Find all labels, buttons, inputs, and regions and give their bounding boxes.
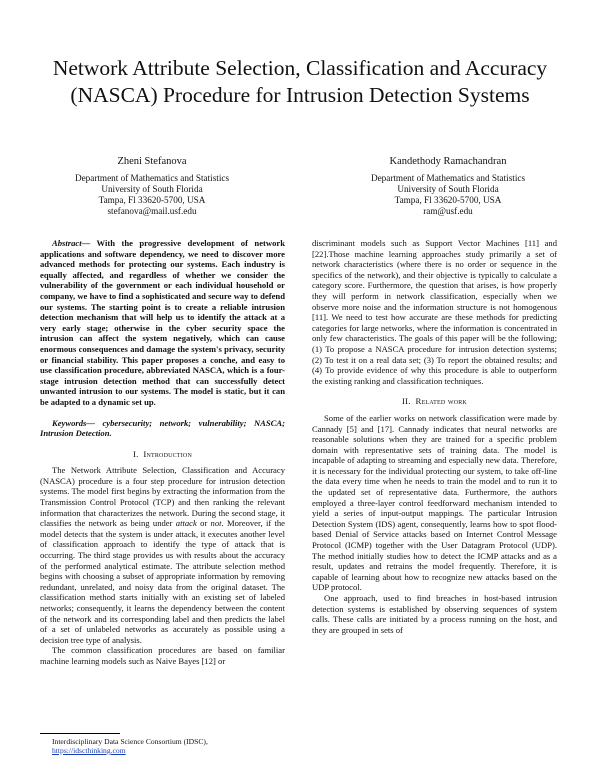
footnote (52, 737, 208, 755)
right-column (312, 238, 557, 635)
keywords-label: Keywords (52, 417, 87, 428)
author-email[interactable]: stefanova@mail.usf.edu (107, 206, 197, 216)
author-address: Tampa, Fl 33620-5700, USA (98, 195, 206, 205)
right-paragraph-1: discriminant models such as Support Vector Machines [11] and [22].Those machine learning approaches study primarily a set of network characteristics (where there is no order or sequence in the specifics of the network), and their objective is typically to calculate a category score. Furthermore, the question that arises, is how properly they will perform in network classification, especially when we observe more noise and the information structure is not homogenous [11]. We need to test how accurate are these methods for predicting categories for large networks, where the information is concentrated in only few characteristics. The goals of this paper will be the following; (1) To propose a NASCA procedure for intrusion detection systems; (2) To test it on a real data set; (3) To report the obtained results; and (4) To provide evidence of why this procedure is able to outperform the existing ranking and classification techniques. (312, 238, 557, 386)
author-name: Kandethody Ramachandran (389, 156, 507, 167)
section-title: Related work (415, 396, 467, 407)
author-name: Zheni Stefanova (117, 156, 187, 167)
intro-emphasis-attack: attack (175, 518, 197, 529)
abstract (40, 238, 285, 408)
author-block-1 (37, 156, 267, 217)
abstract-text: — With the progressive development of network applications and software dependency, we need to discover more advanced methods for protecting our systems. Each industry is equally affected, and regardless of whether we consider the vulnerability of the government or each individual household or company, we have to find a sophisticated and secure way to defend our systems. The starting point is to create a reliable intrusion detection mechanism that will help us to identify the attack at a very early stage; otherwise in the cyber security space the intrusion can affect the system negatively, which can cause enormous consequences and damage the system's privacy, security or financial stability. This paper proposes a conche, and easy to use classification procedure, abbreviated NASCA, which is a four-stage intrusion detection method that can successfully detect unwanted intrusion to our systems. The model is static, but it can be adapted to a dynamic set up. (40, 238, 285, 407)
intro-text: or (196, 518, 211, 529)
author-address: Tampa, Fl 33620-5700, USA (394, 195, 502, 205)
paper-title: Network Attribute Selection, Classification and Accuracy (NASCA) Procedure for Intrusion Detection Systems (52, 56, 548, 107)
keywords-text: — cybersecurity; network; vulnerability; NASCA; Intrusion Detection. (40, 417, 285, 439)
related-paragraph-1: Some of the earlier works on network classification were made by Cannady [5] and [17]. Cannady indicates that neural networks are reasonable solutions when they are trained for a specific problem domain with representative sets of training data. The model is incapable of adapting to streaming and especially new data. Therefore, it is necessary for the individual protecting our system, to take off-line the data every time when he needs to train the model and to run it to the updated set of representative data. Furthermore, the authors employed a three-layer control feedforward mechanism intended to yield a series of input-output mappings. The particular Intrusion Detection System (IDS) agent, consequently, learns how to spot flood-based Denial of Service attacks based on Internet Control Message Protocol (ICMP) together with the User Datagram Protocol (UDP). The method initially studies how to detect the ICMP attacks and as a result, updates and retrains the model frequently. Therefore, it is capable of learning about how to recognize new attacks based on the UDP protocol. (312, 412, 557, 593)
intro-emphasis-not: not (210, 518, 222, 529)
section-heading-related-work (312, 396, 557, 407)
author-email[interactable]: ram@usf.edu (423, 206, 473, 216)
author-university: University of South Florida (101, 184, 203, 194)
intro-paragraph-2: The common classification procedures are based on familiar machine learning models such as Naive Bayes [12] or (40, 645, 285, 666)
section-number: II. (402, 396, 411, 407)
footnote-divider (40, 733, 120, 734)
footnote-text: Interdisciplinary Data Science Consortium (IDSC), (52, 737, 208, 746)
keywords (40, 418, 285, 439)
footnote-link[interactable]: https://idscthinking.com (52, 746, 126, 755)
section-number: I. (132, 448, 139, 459)
section-heading-introduction (40, 449, 285, 460)
author-department: Department of Mathematics and Statistics (74, 173, 230, 183)
author-department: Department of Mathematics and Statistics (370, 173, 526, 183)
intro-text: . Moreover, if the model detects that the system is under attack, it executes another level of classification approach to identify the type of attack that is occurring. The third stage provides us with results about the accuracy of the performed analytical estimate. The attribute selection method begins with choosing a subset of appropriate information by removing redundant, unrelated, and noisy data from the original dataset. The classification method starts initially with an existing set of labeled networks; consequently, it learns the dependency between the content of the network and its corresponding label and then predicts the label of a set of unlabeled networks as accurately as possible using a decision tree type of analysis. (40, 518, 285, 645)
section-title: Introduction (143, 448, 192, 459)
author-block-2 (333, 156, 563, 217)
related-paragraph-2: One approach, used to find breaches in host-based intrusion detection systems is established by observing sequences of system calls. These calls are initiated by a process running on the host, and they are grouped in sets of (312, 593, 557, 635)
left-column (40, 238, 285, 667)
intro-text: The Network Attribute Selection, Classification and Accuracy (NASCA) procedure is a four step procedure for intrusion detection systems. The model first begins by extracting the information from the Transmission Control Protocol (TCP) and then ranking the relevant information that characterizes the network. During the second stage, it classifies the network as being under (40, 465, 285, 529)
abstract-label: Abstract (52, 238, 82, 248)
author-university: University of South Florida (397, 184, 499, 194)
intro-paragraph-1 (40, 465, 285, 645)
